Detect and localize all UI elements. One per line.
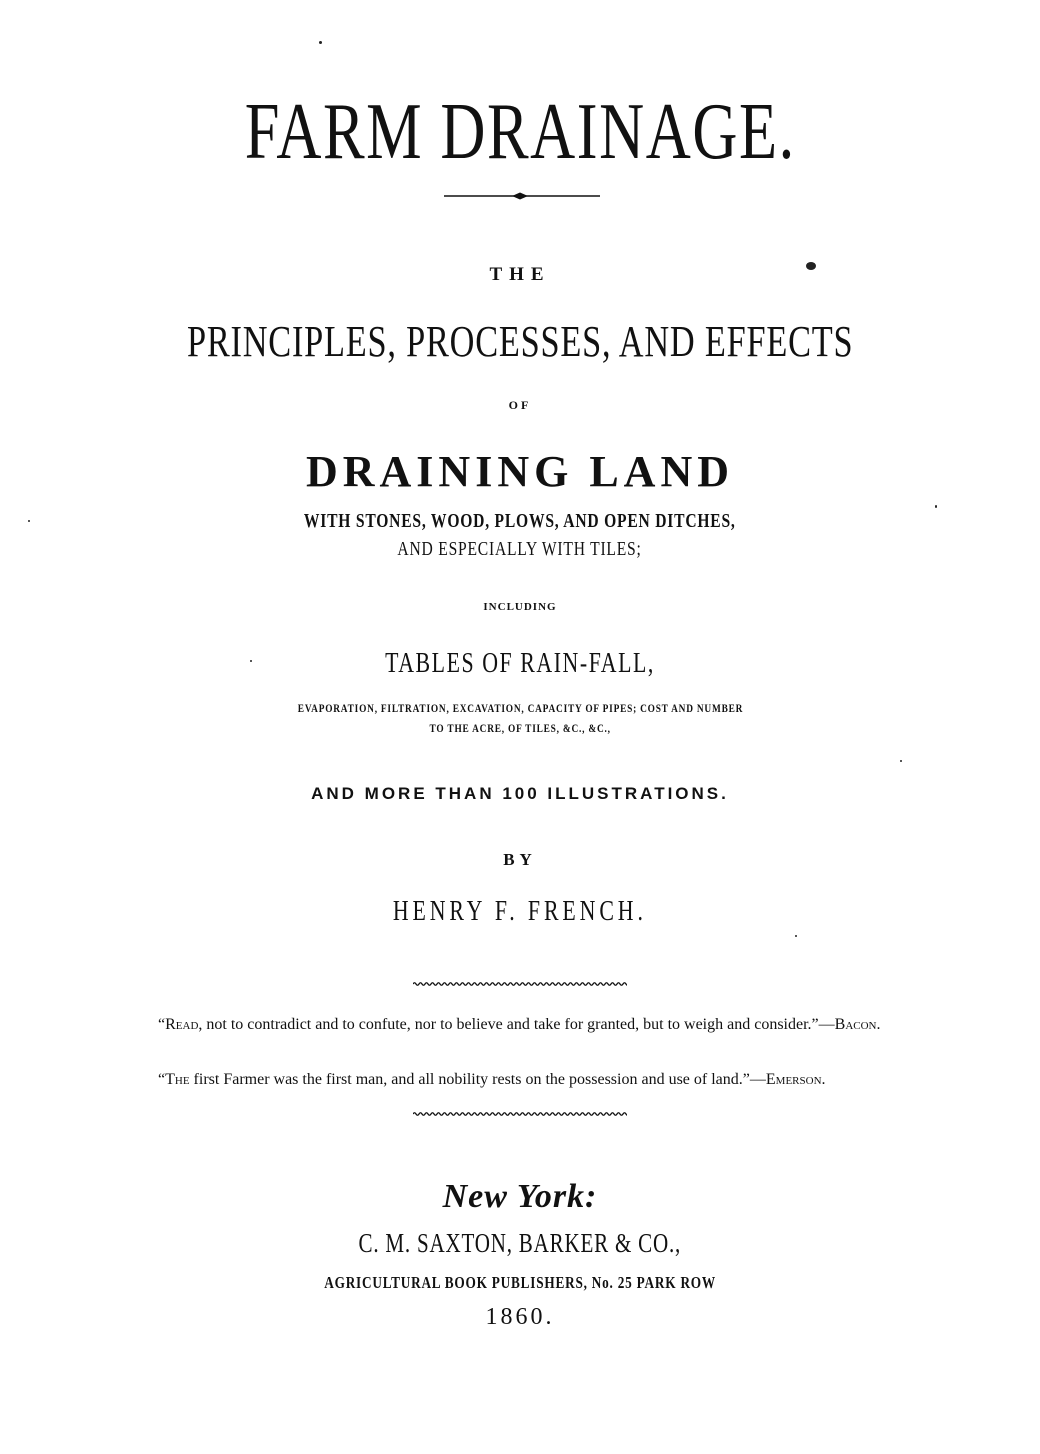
subtitle-principles bbox=[0, 316, 1040, 368]
quote-bacon-attribution: Bacon bbox=[834, 1016, 877, 1033]
wavy-rule-top bbox=[413, 980, 627, 988]
ink-speck bbox=[935, 505, 937, 508]
quote-bacon-body: , not to contradict and to confute, nor to believe and take for granted, but to weigh and consider.”— bbox=[198, 1016, 835, 1033]
subtitle-the: THE bbox=[489, 264, 551, 285]
subtitle-evaporation-line-1 bbox=[0, 701, 1040, 716]
page-title bbox=[0, 88, 1040, 176]
byline-by: BY bbox=[503, 850, 537, 869]
quote-bacon-lead: Read bbox=[165, 1016, 199, 1033]
ink-speck bbox=[795, 935, 797, 937]
imprint-publisher bbox=[0, 1228, 1040, 1259]
quote-emerson-end: . bbox=[821, 1071, 826, 1088]
subtitle-draining-land: DRAINING LAND bbox=[305, 447, 735, 496]
quote-bacon-open: “ bbox=[158, 1016, 166, 1033]
subtitle-tables-text: TABLES OF RAIN-FALL, bbox=[385, 648, 655, 679]
quote-emerson-attribution: Emerson bbox=[765, 1071, 822, 1088]
subtitle-with-line-2 bbox=[0, 538, 1040, 561]
imprint-address bbox=[0, 1273, 1040, 1293]
subtitle-evaporation-line-2 bbox=[0, 721, 1040, 736]
ink-speck bbox=[319, 41, 322, 44]
quote-bacon-end: . bbox=[876, 1016, 881, 1033]
subtitle-of: OF bbox=[508, 398, 532, 412]
wavy-rule-bottom bbox=[413, 1110, 627, 1118]
quote-bacon bbox=[140, 1014, 900, 1035]
subtitle-with-line-2-text: AND ESPECIALLY WITH TILES; bbox=[397, 538, 643, 560]
subtitle-evaporation-line-2-text: TO THE ACRE, OF TILES, &C., &C., bbox=[429, 721, 611, 735]
subtitle-evaporation-line-1-text: EVAPORATION, FILTRATION, EXCAVATION, CAPACITY OF PIPES; COST AND NUMBER bbox=[297, 701, 743, 715]
subtitle-with-line-1 bbox=[0, 510, 1040, 533]
ink-speck bbox=[900, 760, 902, 762]
title-text: FARM DRAINAGE. bbox=[244, 88, 796, 176]
quote-emerson-open: “ bbox=[158, 1071, 166, 1088]
quote-emerson bbox=[140, 1069, 900, 1090]
imprint-address-text: AGRICULTURAL BOOK PUBLISHERS, No. 25 PARK ROW bbox=[324, 1273, 716, 1292]
quote-emerson-lead: The bbox=[165, 1071, 190, 1088]
subtitle-with-line-1-text: WITH STONES, WOOD, PLOWS, AND OPEN DITCHES, bbox=[304, 510, 736, 532]
author-name bbox=[0, 896, 1040, 928]
subtitle-including: INCLUDING bbox=[483, 601, 557, 613]
imprint-publisher-text: C. M. SAXTON, BARKER & CO., bbox=[358, 1228, 682, 1258]
ink-speck bbox=[250, 660, 252, 662]
imprint-year: 1860. bbox=[485, 1304, 555, 1330]
author-name-text: HENRY F. FRENCH. bbox=[392, 896, 648, 927]
quote-emerson-body: first Farmer was the first man, and all nobility rests on the possession and use of land.”— bbox=[189, 1071, 766, 1088]
subtitle-illustrations: AND MORE THAN 100 ILLUSTRATIONS. bbox=[311, 784, 729, 803]
subtitle-principles-text: PRINCIPLES, PROCESSES, AND EFFECTS bbox=[186, 317, 854, 366]
ink-speck bbox=[28, 520, 30, 522]
title-ornament-rule bbox=[440, 190, 604, 202]
subtitle-tables bbox=[0, 648, 1040, 680]
imprint-city: New York: bbox=[442, 1178, 598, 1215]
ink-speck bbox=[806, 262, 816, 270]
